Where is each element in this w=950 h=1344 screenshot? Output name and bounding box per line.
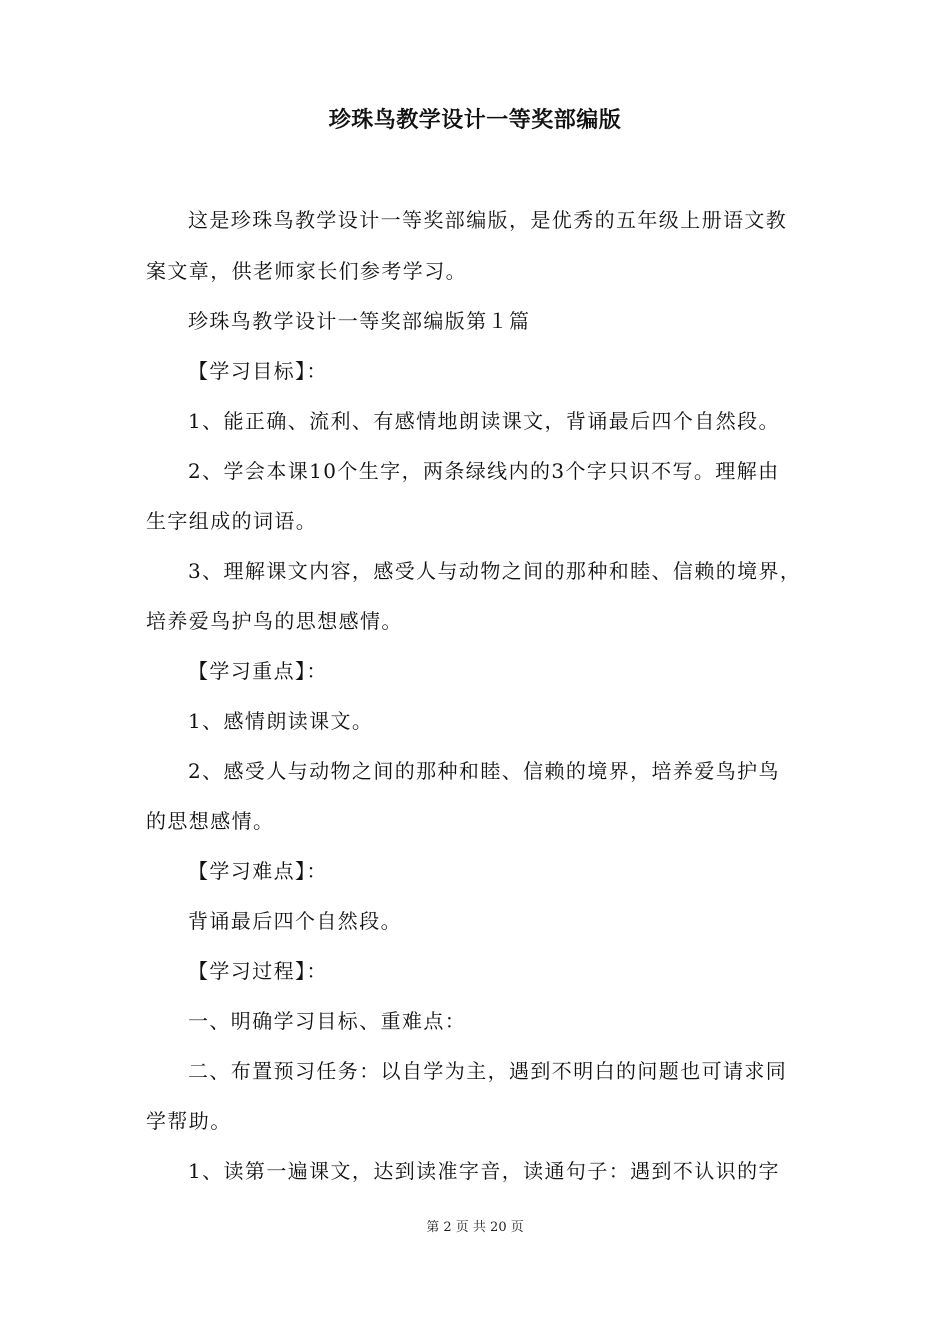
body-line: 一、明确学习目标、重难点：: [188, 1009, 467, 1033]
body-line: 珍珠鸟教学设计一等奖部编版第１篇: [188, 309, 531, 333]
body-line: 1、读第一遍课文，达到读准字音，读通句子：遇到不认识的字: [188, 1159, 780, 1183]
page-title: 珍珠鸟教学设计一等奖部编版: [328, 108, 622, 133]
body-line: 学帮助。: [146, 1109, 232, 1133]
section-heading: 【学习过程】：: [188, 959, 328, 983]
section-heading: 【学习目标】：: [188, 359, 328, 383]
body-line: 这是珍珠鸟教学设计一等奖部编版，是优秀的五年级上册语文教: [188, 208, 788, 232]
section-heading: 【学习重点】：: [188, 659, 328, 683]
body-line: 2、学会本课10个生字，两条绿线内的3个字只识不写。理解由: [188, 459, 780, 483]
body-line: 案文章，供老师家长们参考学习。: [146, 259, 467, 283]
body-line: 的思想感情。: [146, 809, 275, 833]
body-line: 生字组成的词语。: [146, 509, 318, 533]
page-footer: 第 2 页 共 20 页: [426, 1220, 524, 1235]
body-line: 2、感受人与动物之间的那种和睦、信赖的境界，培养爱鸟护鸟: [188, 759, 780, 783]
body-line: 3、理解课文内容，感受人与动物之间的那种和睦、信赖的境界，: [188, 559, 802, 583]
section-heading: 【学习难点】：: [188, 859, 328, 883]
body-line: 背诵最后四个自然段。: [188, 909, 402, 933]
body-line: 1、感情朗读课文。: [188, 709, 374, 733]
body-line: 1、能正确、流利、有感情地朗读课文，背诵最后四个自然段。: [188, 409, 780, 433]
body-line: 培养爱鸟护鸟的思想感情。: [146, 609, 403, 633]
body-line: 二、布置预习任务：以自学为主，遇到不明白的问题也可请求同: [188, 1059, 788, 1083]
